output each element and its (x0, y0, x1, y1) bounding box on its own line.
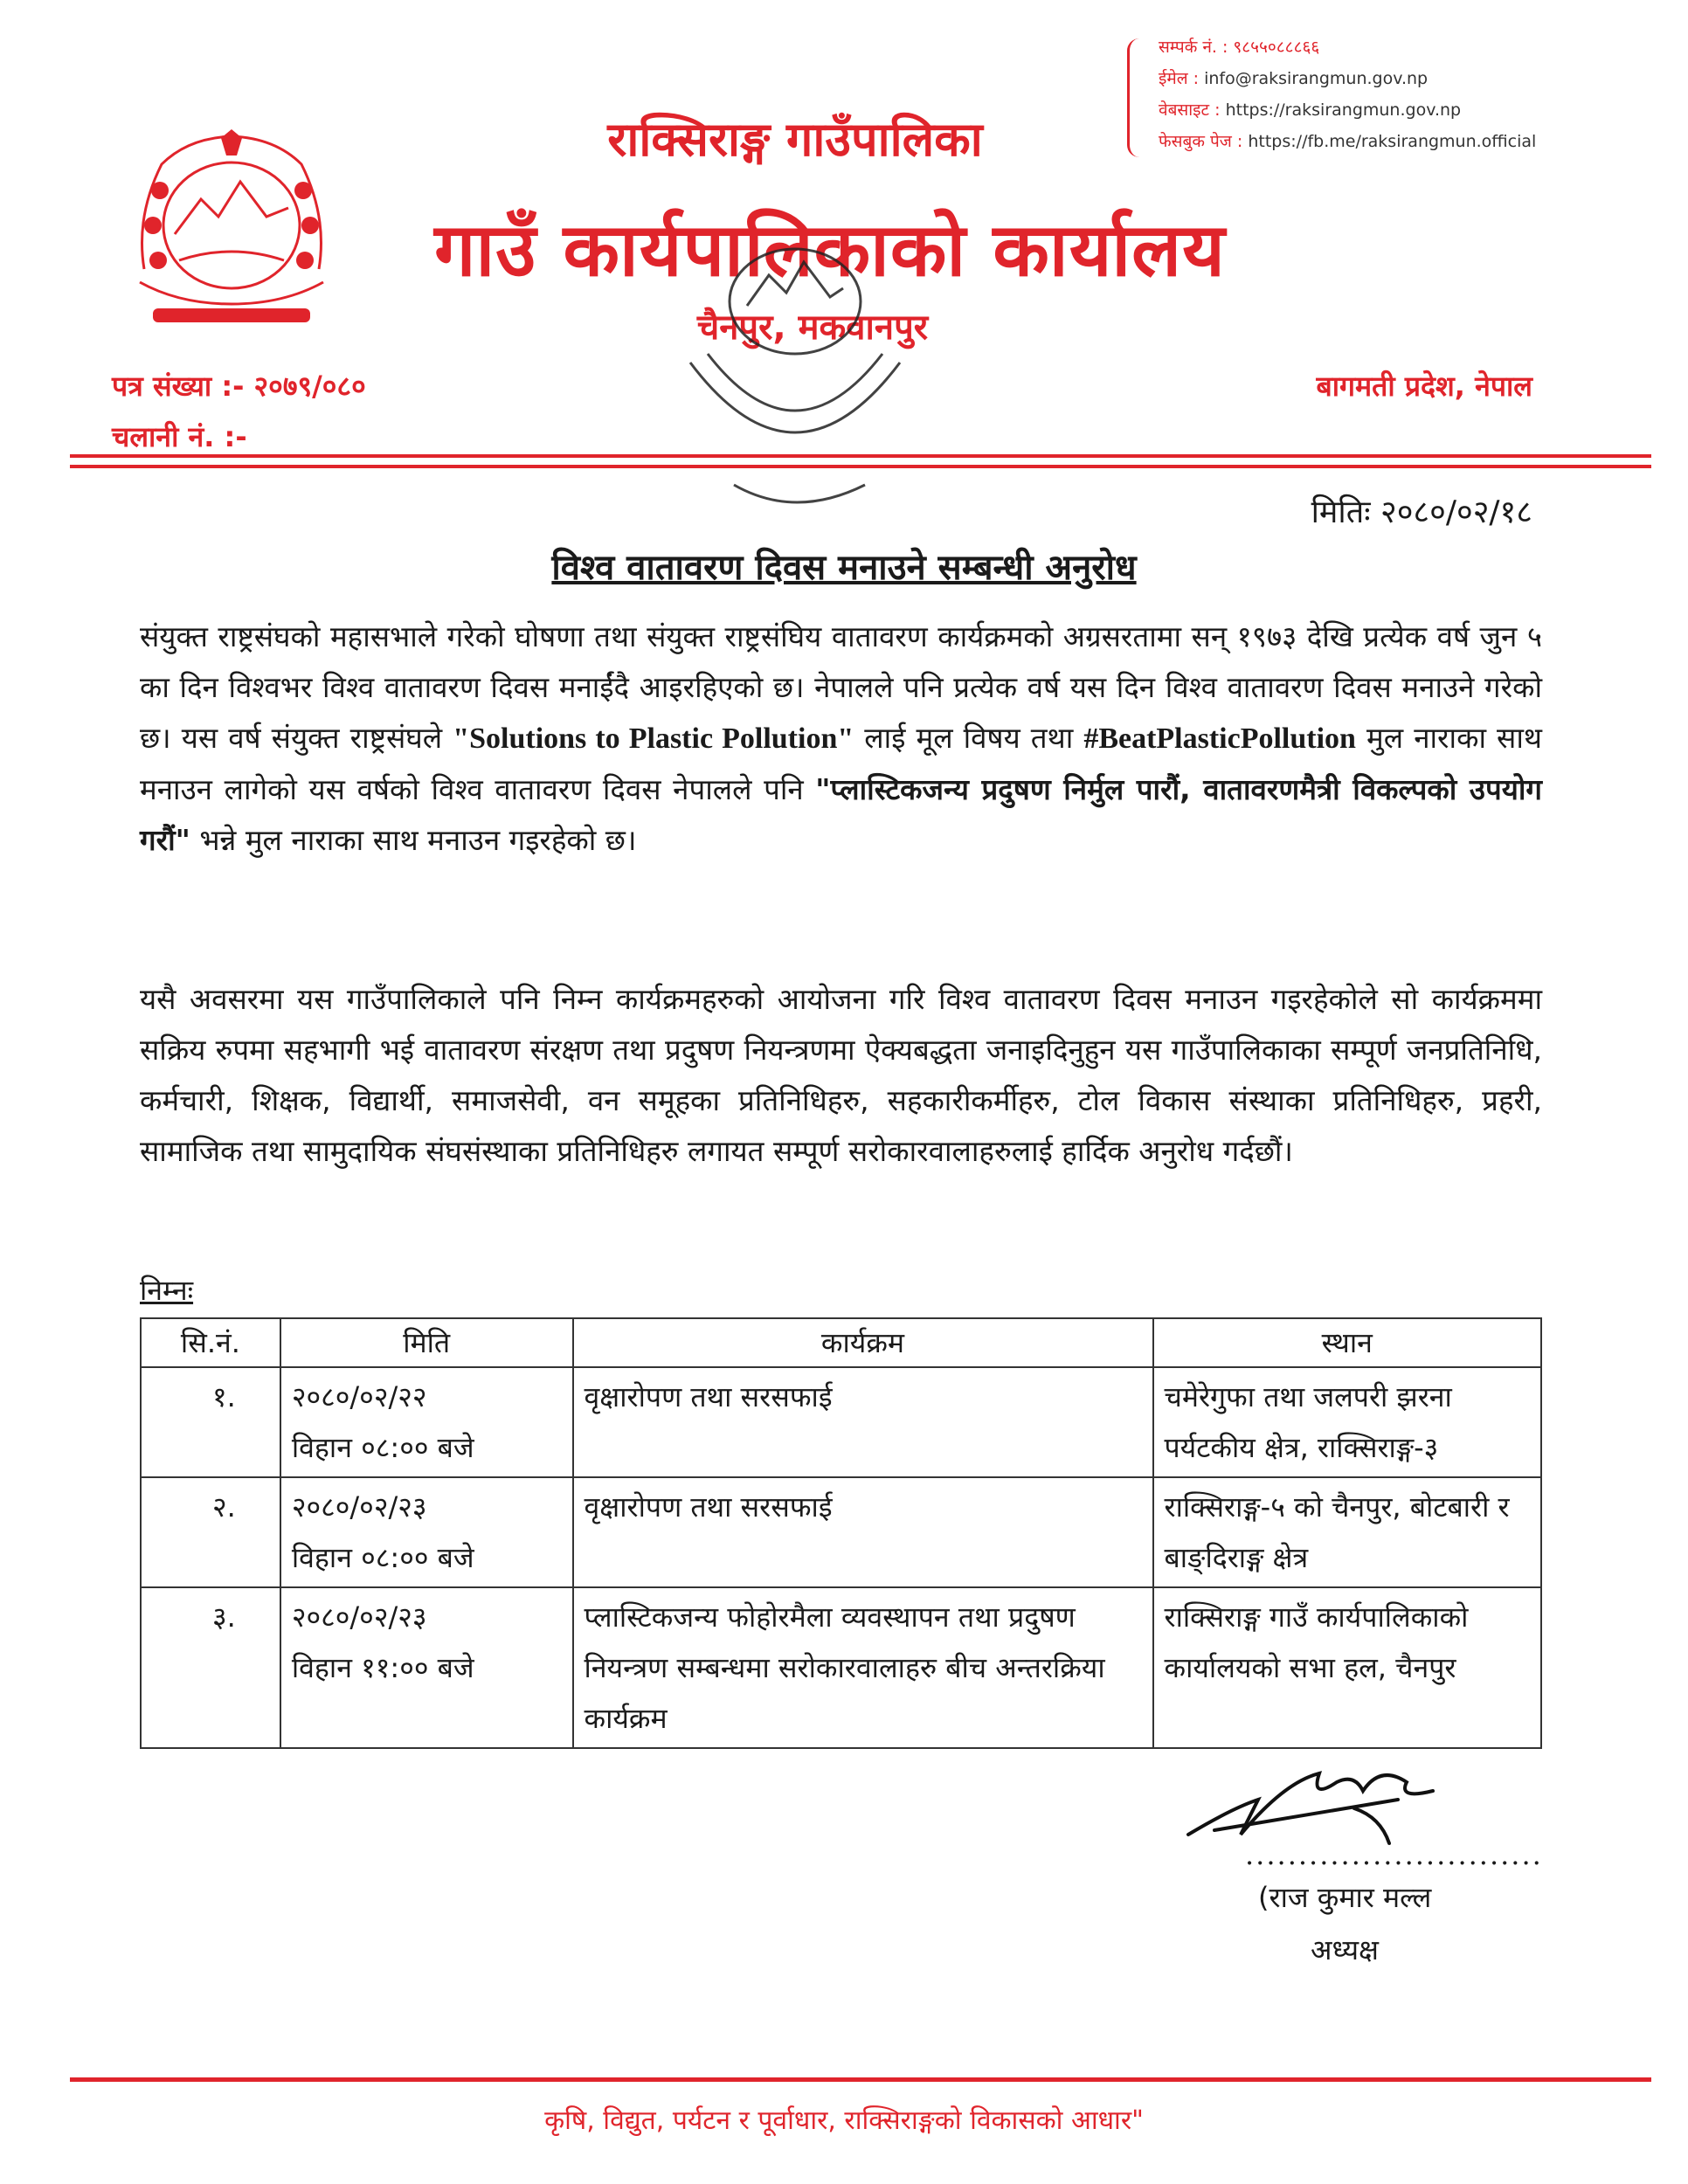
email-link[interactable]: info@raksirangmun.gov.np (1204, 69, 1429, 88)
facebook-link[interactable]: https://fb.me/raksirangmun.official (1248, 132, 1537, 151)
header-place: स्थान (1153, 1318, 1542, 1367)
province: बागमती प्रदेश, नेपाल (1316, 370, 1532, 403)
table-row (141, 1587, 1541, 1748)
letter-number: पत्र संख्या :- २०७९/०८० (112, 370, 366, 403)
header-program: कार्यक्रम (573, 1318, 1153, 1367)
header-sn: सि.नं. (141, 1318, 280, 1367)
cell-place: राक्सिराङ्ग गाउँ कार्यपालिकाको कार्यालयको सभा हल, चैनपुर (1153, 1587, 1542, 1748)
website-link[interactable]: https://raksirangmun.gov.np (1225, 100, 1462, 120)
cell-place: राक्सिराङ्ग-५ को चैनपुर, बोटबारी र बाङ्दिराङ्ग क्षेत्र (1153, 1477, 1542, 1587)
signature-icon (1180, 1747, 1442, 1852)
header-date: मिति (280, 1318, 573, 1367)
office-location: चैनपुर, मकवानपुर (696, 308, 929, 348)
official-stamp-icon (612, 223, 979, 546)
table-row (141, 1367, 1541, 1477)
hashtag-text: #BeatPlasticPollution (1083, 722, 1356, 755)
cell-program: वृक्षारोपण तथा सरसफाई (573, 1367, 1153, 1477)
table-row (141, 1477, 1541, 1587)
contact-phone: सम्पर्क नं. : ९८५५०८८८६६ (1159, 38, 1320, 57)
letter-date: मितिः २०८०/०२/१८ (1311, 494, 1532, 530)
program-table (140, 1317, 1542, 1749)
municipality-name: राक्सिराङ्ग गाउँपालिका (607, 112, 983, 167)
office-name: गाउँ कार्यपालिकाको कार्यालय (434, 207, 1226, 293)
footer-slogan: कृषि, विद्युत, पर्यटन र पूर्वाधार, राक्सिराङ्गको विकासको आधार" (544, 2105, 1144, 2136)
brace-decoration (1127, 38, 1144, 157)
nepal-emblem-icon (127, 129, 336, 330)
signer-name: (राज कुमार मल्ल (1258, 1881, 1432, 1914)
table-header-row (141, 1318, 1541, 1367)
cell-date: २०८०/०२/२२ विहान ०८:०० बजे (280, 1367, 573, 1477)
signer-title: अध्यक्ष (1311, 1933, 1379, 1966)
paragraph-1: संयुक्त राष्ट्रसंघको महासभाले गरेको घोषणा तथा संयुक्त राष्ट्रसंघिय वातावरण कार्यक्रमको अग्रसरतामा सन् १९७३ देखि प्रत्येक वर्ष जुन ५ का दिन विश्वभर विश्व वातावरण दिवस मनाईंदै आइरहिएको छ। नेपालले पनि प्रत्येक वर्ष यस दिन विश्व वातावरण दिवस मनाउने गरेको छ। यस वर्ष संयुक्त राष्ट्रसंघले "Solutions to Plastic Pollution" लाई मूल विषय तथा #BeatPlasticPollution मुल नाराका साथ मनाउन लागेको यस वर्षको विश्व वातावरण दिवस नेपालले पनि "प्लास्टिकजन्य प्रदुषण निर्मुल पारौं, वातावरणमैत्री विकल्पको उपयोग गरौं" भन्ने मुल नाराका साथ मनाउन गइरहेको छ। (140, 619, 1542, 857)
cell-date: २०८०/०२/२३ विहान ११:०० बजे (280, 1587, 573, 1748)
cell-sn: १. (141, 1367, 280, 1477)
signature-line: ............................ (1245, 1838, 1543, 1871)
contact-website: वेबसाइट : https://raksirangmun.gov.np (1159, 100, 1462, 120)
paragraph-2: यसै अवसरमा यस गाउँपालिकाले पनि निम्न कार्यक्रमहरुको आयोजना गरि विश्व वातावरण दिवस मनाउन गइरहेकोले सो कार्यक्रममा सक्रिय रुपमा सहभागी भई वातावरण संरक्षण तथा प्रदुषण नियन्त्रणमा ऐक्यबद्धता जनाइदिनुहुन यस गाउँपालिकाका सम्पूर्ण जनप्रतिनिधि, कर्मचारी, शिक्षक, विद्यार्थी, समाजसेवी, वन समूहका प्रतिनिधिहरु, सहकारीकर्मीहरु, टोल विकास संस्थाका प्रतिनिधिहरु, प्रहरी, सामाजिक तथा सामुदायिक संघसंस्थाका प्रतिनिधिहरु लगायत सम्पूर्ण सरोकारवालाहरुलाई हार्दिक अनुरोध गर्दछौं। (140, 982, 1542, 1168)
contact-email: ईमेल : info@raksirangmun.gov.np (1159, 69, 1429, 88)
slogan-text: "प्लास्टिकजन्य प्रदुषण निर्मुल पारौं, वातावरणमैत्री विकल्पको उपयोग गरौं" (140, 772, 1542, 857)
dispatch-number: चलानी नं. :- (112, 420, 247, 453)
cell-sn: २. (141, 1477, 280, 1587)
cell-program: वृक्षारोपण तथा सरसफाई (573, 1477, 1153, 1587)
cell-date: २०८०/०२/२३ विहान ०८:०० बजे (280, 1477, 573, 1587)
cell-place: चमेरेगुफा तथा जलपरी झरना पर्यटकीय क्षेत्र, राक्सिराङ्ग-३ (1153, 1367, 1542, 1477)
contact-block (1127, 31, 1616, 157)
below-label: निम्नः (140, 1274, 194, 1307)
footer-rule (70, 2077, 1651, 2082)
theme-text: "Solutions to Plastic Pollution" (453, 722, 854, 755)
cell-sn: ३. (141, 1587, 280, 1748)
contact-facebook: फेसबुक पेज : https://fb.me/raksirangmun.official (1159, 132, 1537, 151)
cell-program: प्लास्टिकजन्य फोहोरमैला व्यवस्थापन तथा प्रदुषण नियन्त्रण सम्बन्धमा सरोकारवालाहरु बीच अन्तरक्रिया कार्यक्रम (573, 1587, 1153, 1748)
subject-heading: विश्व वातावरण दिवस मनाउने सम्बन्धी अनुरोध (551, 548, 1137, 588)
